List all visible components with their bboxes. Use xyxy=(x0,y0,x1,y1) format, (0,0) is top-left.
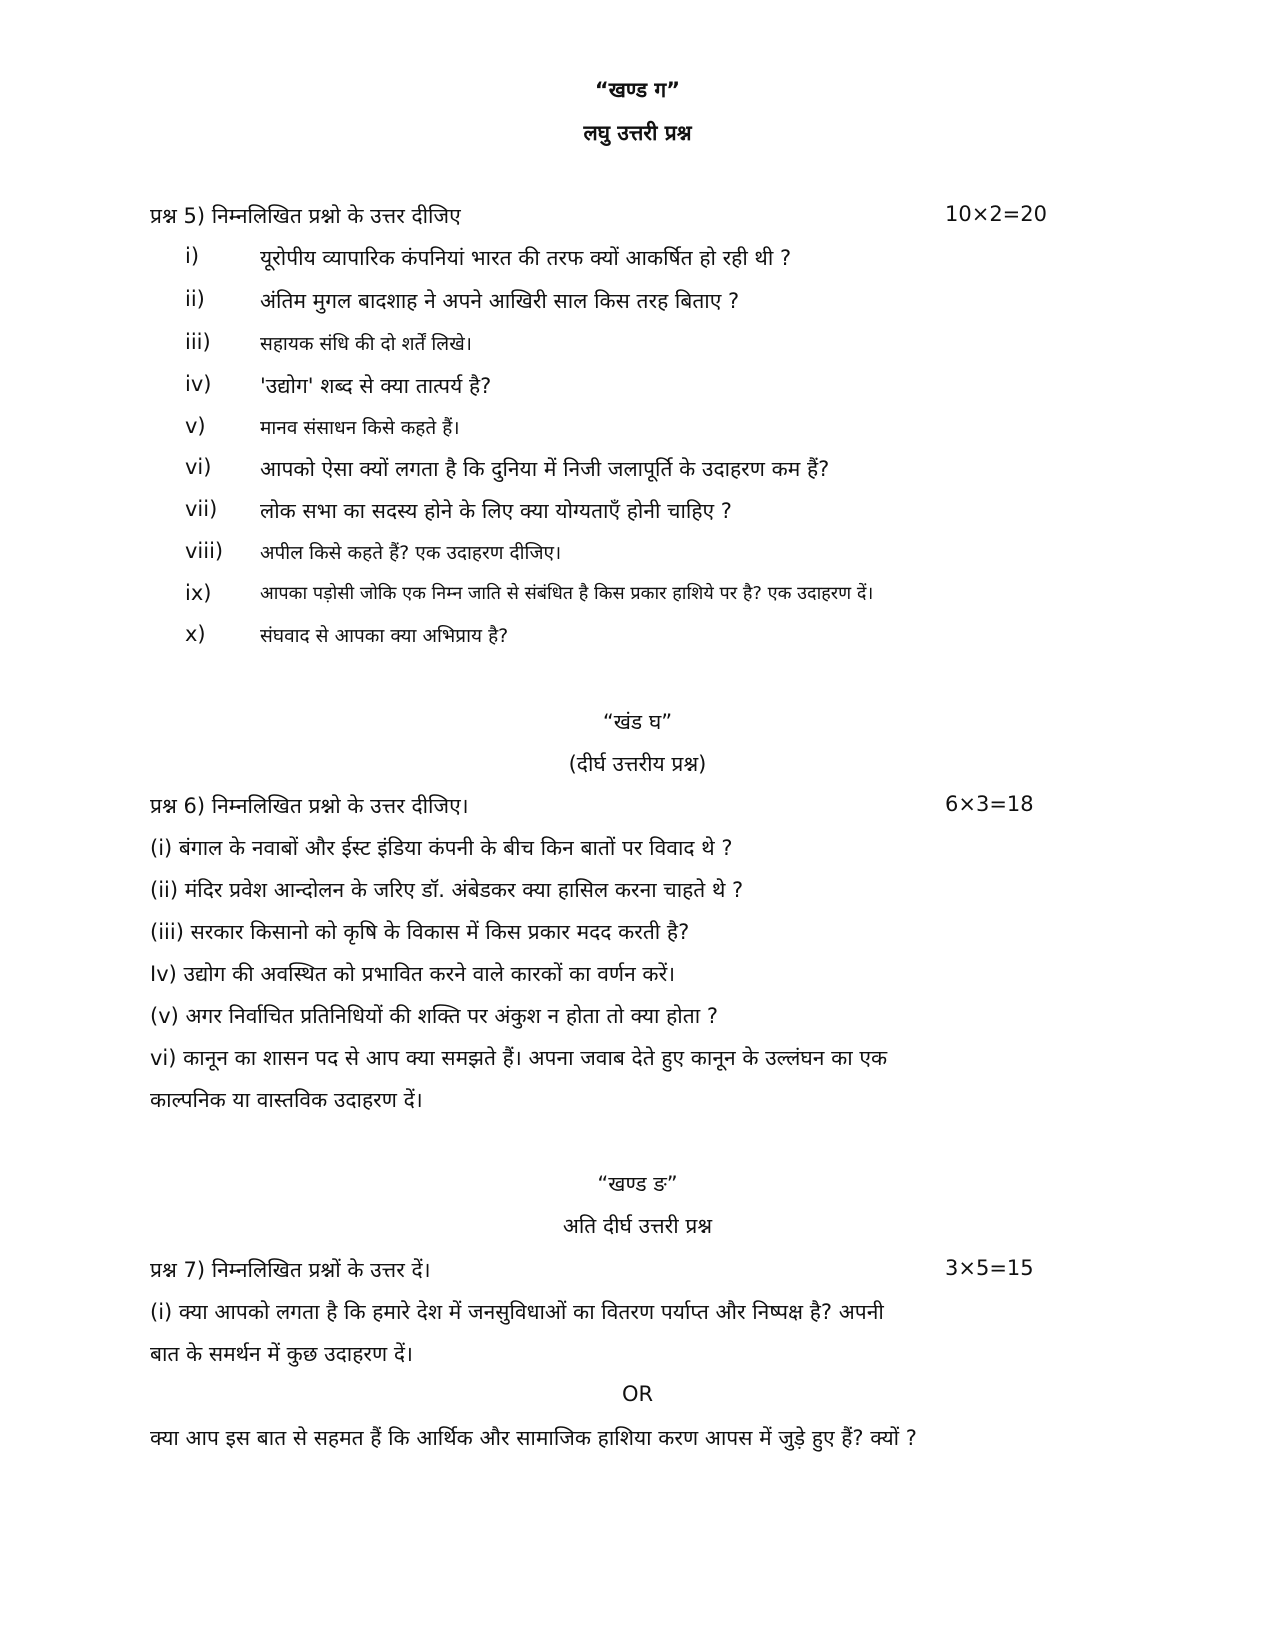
question-6-part-continued: काल्पनिक या वास्तविक उदाहरण दें। xyxy=(150,1088,423,1112)
item-text: आपका पड़ोसी जोकि एक निम्न जाति से संबंधित है किस प्रकार हाशिये पर है? एक उदाहरण दें। xyxy=(260,583,874,604)
item-number: iii) xyxy=(185,330,211,354)
question-6-part: (iii) सरकार किसानो को कृषि के विकास में किस प्रकार मदद करती है? xyxy=(150,920,690,944)
question-7-alternative: क्या आप इस बात से सहमत हैं कि आर्थिक और सामाजिक हाशिया करण आपस में जुड़े हुए हैं? क्यों ? xyxy=(150,1426,917,1450)
question-5-heading: प्रश्न 5) निम्नलिखित प्रश्नो के उत्तर दीजिए xyxy=(150,204,461,228)
question-5-marks: 10×2=20 xyxy=(945,202,1047,226)
question-7-part: (i) क्या आपको लगता है कि हमारे देश में जनसुविधाओं का वितरण पर्याप्त और निष्पक्ष है? अपनी xyxy=(150,1300,884,1324)
item-number: x) xyxy=(185,622,206,646)
list-item xyxy=(185,455,1185,487)
item-number: iv) xyxy=(185,372,212,396)
question-6-marks: 6×3=18 xyxy=(945,792,1034,816)
list-item xyxy=(185,539,1185,571)
question-6-part: (v) अगर निर्वाचित प्रतिनिधियों की शक्ति पर अंकुश न होता तो क्या होता ? xyxy=(150,1004,718,1028)
list-item xyxy=(185,287,1185,319)
question-6-heading: प्रश्न 6) निम्नलिखित प्रश्नो के उत्तर दीजिए। xyxy=(150,794,469,818)
item-text: संघवाद से आपका क्या अभिप्राय है? xyxy=(260,625,509,647)
item-number: viii) xyxy=(185,539,224,563)
section-e-subtitle: अति दीर्घ उत्तरी प्रश्न xyxy=(562,1214,713,1238)
item-text: 'उद्योग' शब्द से क्या तात्पर्य है? xyxy=(260,374,492,398)
item-text: मानव संसाधन किसे कहते हैं। xyxy=(260,417,460,439)
item-number: v) xyxy=(185,414,206,438)
list-item xyxy=(185,414,1185,446)
item-text: अपील किसे कहते हैं? एक उदाहरण दीजिए। xyxy=(260,542,562,564)
section-c-subtitle: लघु उत्तरी प्रश्न xyxy=(583,121,692,145)
item-text: यूरोपीय व्यापारिक कंपनियां भारत की तरफ क्यों आकर्षित हो रही थी ? xyxy=(260,246,792,270)
question-7-heading: प्रश्न 7) निम्नलिखित प्रश्नों के उत्तर दें। xyxy=(150,1258,431,1282)
section-e-title: “खण्ड ङ” xyxy=(597,1172,678,1196)
list-item xyxy=(185,581,1185,613)
list-item xyxy=(185,244,1185,276)
list-item xyxy=(185,330,1185,362)
question-6-part: (ii) मंदिर प्रवेश आन्दोलन के जरिए डॉ. अंबेडकर क्या हासिल करना चाहते थे ? xyxy=(150,878,744,902)
list-item xyxy=(185,497,1185,529)
item-text: लोक सभा का सदस्य होने के लिए क्या योग्यताएँ होनी चाहिए ? xyxy=(260,499,732,523)
section-c-title: “खण्ड ग” xyxy=(594,78,681,102)
item-number: ii) xyxy=(185,287,205,311)
question-7-marks: 3×5=15 xyxy=(945,1256,1034,1280)
list-item xyxy=(185,372,1185,404)
item-number: vi) xyxy=(185,455,212,479)
item-number: i) xyxy=(185,244,200,268)
section-d-title: “खंड घ” xyxy=(602,710,673,734)
section-d-subtitle: (दीर्घ उत्तरीय प्रश्न) xyxy=(568,752,707,776)
item-text: सहायक संधि की दो शर्तें लिखे। xyxy=(260,333,472,355)
question-7-part-continued: बात के समर्थन में कुछ उदाहरण दें। xyxy=(150,1342,413,1366)
item-number: ix) xyxy=(185,581,212,605)
or-label: OR xyxy=(621,1382,654,1406)
item-text: अंतिम मुगल बादशाह ने अपने आखिरी साल किस तरह बिताए ? xyxy=(260,289,740,313)
question-6-part: Iv) उद्योग की अवस्थित को प्रभावित करने वाले कारकों का वर्णन करें। xyxy=(150,962,676,986)
question-6-part: (i) बंगाल के नवाबों और ईस्ट इंडिया कंपनी के बीच किन बातों पर विवाद थे ? xyxy=(150,836,733,860)
item-number: vii) xyxy=(185,497,218,521)
question-6-part: vi) कानून का शासन पद से आप क्या समझते हैं। अपना जवाब देते हुए कानून के उल्लंघन का एक xyxy=(150,1046,888,1070)
list-item xyxy=(185,622,1185,654)
item-text: आपको ऐसा क्यों लगता है कि दुनिया में निजी जलापूर्ति के उदाहरण कम हैं? xyxy=(260,457,830,481)
